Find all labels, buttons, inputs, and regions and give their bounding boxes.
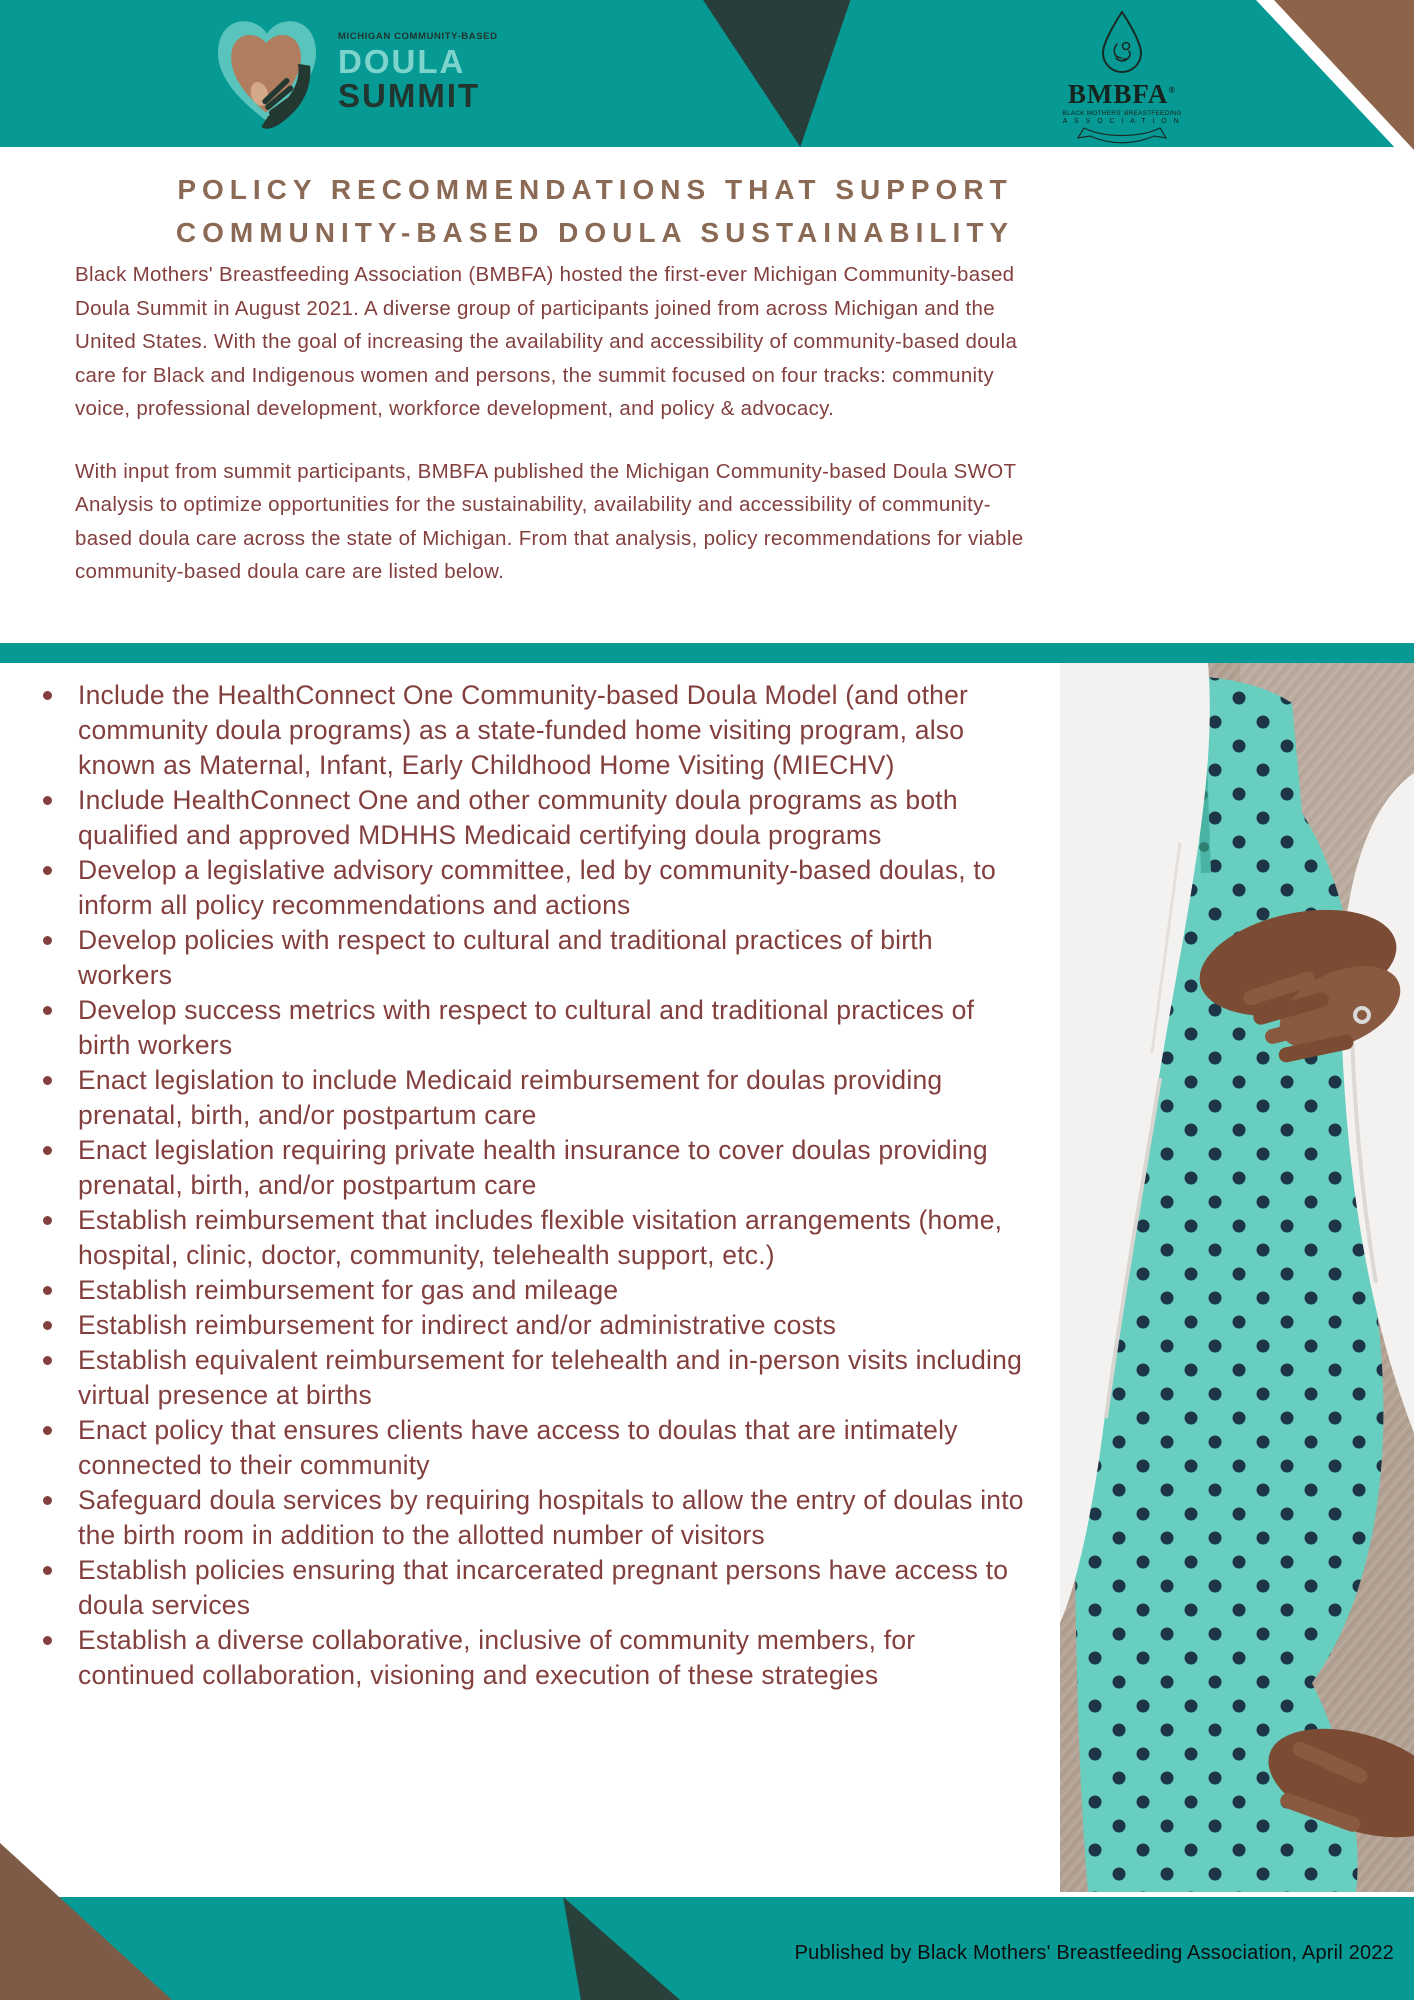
list-item: Enact legislation requiring private health insurance to cover doulas providing prenatal, birth, and/or postpartum care — [36, 1133, 1028, 1203]
heart-hands-icon — [206, 10, 328, 135]
page-title-line1: POLICY RECOMMENDATIONS THAT SUPPORT — [177, 174, 1013, 205]
intro-paragraph-1: Black Mothers' Breastfeeding Association (BMBFA) hosted the first-ever Michigan Community-based Doula Summit in August 2021. A diverse group of participants joined from across Michigan and the United States. With the goal of increasing the availability and accessibility of community-based doula care for Black and Indigenous women and persons, the summit focused on four tracks: community voice, professional development, workforce development, and policy & advocacy. — [75, 263, 1018, 420]
pregnant-woman-photo — [1060, 663, 1414, 1892]
summit-word-summit: SUMMIT — [338, 76, 481, 114]
list-item: Include HealthConnect One and other community doula programs as both qualified and approved MDHHS Medicaid certifying doula programs — [36, 783, 1028, 853]
page-title-line2: COMMUNITY-BASED DOULA SUSTAINABILITY — [175, 217, 1015, 248]
bmbfa-subline-1: BLACK MOTHERS' BREASTFEEDING — [1062, 110, 1182, 117]
registered-mark: ® — [1168, 85, 1177, 95]
list-item: Develop a legislative advisory committee, led by community-based doulas, to inform all policy recommendations and actions — [36, 853, 1028, 923]
doula-summit-wordmark — [338, 32, 498, 112]
list-item: Establish reimbursement for gas and mileage — [36, 1273, 1028, 1308]
list-item: Include the HealthConnect One Community-based Doula Model (and other community doula programs) as a state-funded home visiting program, also known as Maternal, Infant, Early Childhood Home Visiting (MIECHV) — [36, 678, 1028, 783]
summit-tagline: MICHIGAN COMMUNITY-BASED — [338, 31, 498, 42]
list-item: Establish a diverse collaborative, inclusive of community members, for continued collaboration, visioning and execution of these strategies — [36, 1623, 1028, 1693]
list-item: Enact policy that ensures clients have access to doulas that are intimately connected to their community — [36, 1413, 1028, 1483]
bmbfa-acronym: BMBFA® — [1067, 79, 1177, 109]
summit-word-doula: DOULA — [338, 42, 466, 80]
list-item: Establish policies ensuring that incarcerated pregnant persons have access to doula services — [36, 1553, 1028, 1623]
intro-paragraph-2: With input from summit participants, BMBFA published the Michigan Community-based Doula SWOT Analysis to optimize opportunities for the sustainability, availability and accessibility of community-based doula care across the state of Michigan. From that analysis, policy recommendations for viable community-based doula care are listed below. — [75, 459, 1024, 583]
list-item: Establish reimbursement for indirect and/or administrative costs — [36, 1308, 1028, 1343]
list-item: Develop success metrics with respect to cultural and traditional practices of birth workers — [36, 993, 1028, 1063]
ribbon-banner-icon — [1076, 132, 1168, 149]
bmbfa-logo — [1062, 10, 1182, 150]
list-item: Establish reimbursement that includes flexible visitation arrangements (home, hospital, clinic, doctor, community, telehealth support, etc.) — [36, 1203, 1028, 1273]
list-item: Enact legislation to include Medicaid reimbursement for doulas providing prenatal, birth, and/or postpartum care — [36, 1063, 1028, 1133]
teal-divider-band — [0, 643, 1414, 663]
list-item: Develop policies with respect to cultural and traditional practices of birth workers — [36, 923, 1028, 993]
list-item: Establish equivalent reimbursement for telehealth and in-person visits including virtual presence at births — [36, 1343, 1028, 1413]
list-item: Safeguard doula services by requiring hospitals to allow the entry of doulas into the birth room in addition to the allotted number of visitors — [36, 1483, 1028, 1553]
bmbfa-subline-2: A S S O C I A T I O N — [1062, 118, 1182, 125]
intro-section — [75, 258, 1043, 618]
water-drop-mother-icon — [1099, 61, 1145, 78]
page-title — [0, 168, 1190, 254]
header-band — [0, 0, 1414, 147]
recommendations-list — [36, 678, 1028, 1693]
doula-summit-logo — [206, 10, 498, 135]
footer-credit: Published by Black Mothers' Breastfeeding Association, April 2022 — [794, 1942, 1394, 1964]
